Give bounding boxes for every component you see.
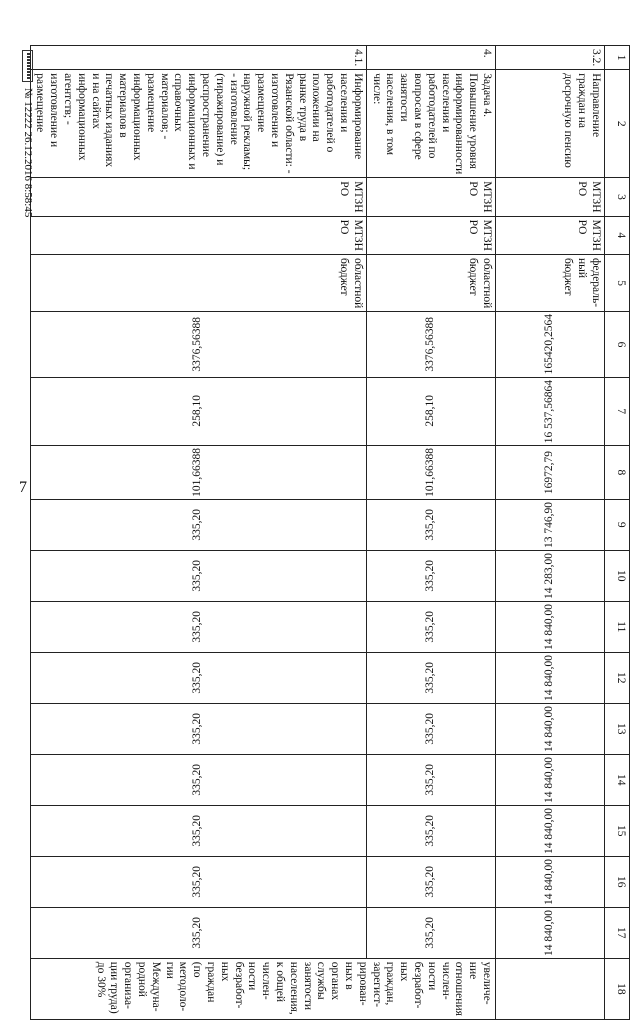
funding-source: федераль-ный бюджет	[496, 254, 605, 311]
indicator-cell	[496, 958, 605, 1019]
recipient-cell: МТЗН РО	[30, 216, 366, 254]
col-number: 3	[605, 178, 630, 216]
value-cell	[366, 499, 495, 550]
value-cell	[30, 312, 366, 377]
value-cell	[30, 377, 366, 445]
col-number: 15	[605, 805, 630, 856]
col-number: 5	[605, 254, 630, 311]
col-number: 9	[605, 499, 630, 550]
value-cell	[366, 550, 495, 601]
value-year: 14 840,00	[543, 603, 556, 650]
value-total: 3376,56388	[424, 317, 437, 372]
value-cell	[366, 312, 495, 377]
value-year: 335,20	[424, 508, 437, 541]
indicator-cell: увеличе-ние отношения числен-ности безработ-ных граждан, зарегист-рирован-ных в органах службы занятости населения, к общей числен-ности безработ-ных граждан (по методоло-гии Междуна-родной организа-ции труда) до 30%	[30, 958, 495, 1019]
value-cell	[30, 754, 366, 805]
recipient-cell: МТЗН РО	[496, 216, 605, 254]
value-cell	[366, 601, 495, 652]
value-cell	[366, 703, 495, 754]
value-cell	[366, 805, 495, 856]
row-number: 4.	[366, 46, 495, 70]
value-year: 14 840,00	[543, 807, 556, 854]
program-table	[30, 45, 630, 1020]
value-cell	[366, 445, 495, 499]
value-cell	[496, 312, 605, 377]
value-total: 165420,2564	[543, 314, 556, 375]
value-year: 14 840,00	[543, 756, 556, 803]
table-row	[30, 46, 366, 1020]
value-cell	[496, 445, 605, 499]
stamp-text: № 12222 26.12.2016 8:58:45	[22, 88, 34, 218]
col-number: 6	[605, 312, 630, 377]
value-year: 335,20	[191, 763, 204, 796]
value-year: 13 746,90	[543, 501, 556, 548]
value-year: 335,20	[424, 559, 437, 592]
col-number: 18	[605, 958, 630, 1019]
value-cell	[30, 652, 366, 703]
value-year: 335,20	[424, 763, 437, 796]
value-cell	[496, 703, 605, 754]
value-cell	[496, 499, 605, 550]
value-cell	[30, 445, 366, 499]
executor-cell: МТЗН РО	[496, 178, 605, 216]
value-cell	[366, 652, 495, 703]
col-number: 12	[605, 652, 630, 703]
recipient-cell: МТЗН РО	[366, 216, 495, 254]
value-cell	[496, 805, 605, 856]
col-number: 7	[605, 377, 630, 445]
col-number: 8	[605, 445, 630, 499]
funding-source: областной бюджет	[30, 254, 366, 311]
column-number-row	[605, 46, 630, 1020]
value-cell	[496, 601, 605, 652]
value-year: 258,10	[424, 395, 437, 428]
col-number: 17	[605, 907, 630, 958]
row-number: 3.2.	[496, 46, 605, 70]
col-number: 11	[605, 601, 630, 652]
col-number: 1	[605, 46, 630, 70]
value-cell	[366, 856, 495, 907]
value-year: 14 840,00	[543, 705, 556, 752]
value-year: 14 283,00	[543, 552, 556, 599]
value-cell	[30, 601, 366, 652]
row-name: Задача 4. Повышение уровня информированности населения и работодателей по вопросам в сфере занятости населения, в том числе:	[366, 70, 495, 178]
value-year: 335,20	[191, 916, 204, 949]
value-year: 335,20	[424, 916, 437, 949]
value-cell	[30, 856, 366, 907]
value-year: 335,20	[424, 661, 437, 694]
value-year: 335,20	[424, 610, 437, 643]
value-cell	[30, 805, 366, 856]
value-cell	[366, 907, 495, 958]
value-year: 16 537,56864	[543, 379, 556, 443]
value-cell	[496, 754, 605, 805]
value-cell	[30, 499, 366, 550]
col-number: 10	[605, 550, 630, 601]
col-number: 4	[605, 216, 630, 254]
table-row	[496, 46, 605, 1020]
col-number: 14	[605, 754, 630, 805]
value-cell	[496, 550, 605, 601]
value-year: 14 840,00	[543, 858, 556, 905]
value-year: 335,20	[191, 610, 204, 643]
page-number: 7	[19, 479, 27, 496]
value-cell	[30, 703, 366, 754]
row-name: Направление граждан на досрочную пенсию	[496, 70, 605, 178]
value-year: 101,66388	[424, 447, 437, 497]
value-cell	[366, 377, 495, 445]
value-year: 335,20	[191, 814, 204, 847]
table-row	[366, 46, 495, 1020]
value-year: 16972,79	[543, 450, 556, 494]
col-number: 13	[605, 703, 630, 754]
value-cell	[496, 652, 605, 703]
value-year: 14 840,00	[543, 654, 556, 701]
value-year: 335,20	[424, 814, 437, 847]
value-cell	[30, 550, 366, 601]
value-year: 101,66388	[191, 447, 204, 497]
value-year: 258,10	[191, 395, 204, 428]
value-cell	[496, 856, 605, 907]
value-cell	[366, 754, 495, 805]
value-year: 335,20	[424, 712, 437, 745]
value-year: 335,20	[424, 865, 437, 898]
barcode-icon	[23, 50, 34, 82]
executor-cell: МТЗН РО	[30, 178, 366, 216]
value-year: 335,20	[191, 865, 204, 898]
funding-source: областной бюджет	[366, 254, 495, 311]
executor-cell: МТЗН РО	[366, 178, 495, 216]
col-number: 16	[605, 856, 630, 907]
value-cell	[496, 377, 605, 445]
value-total: 3376,56388	[191, 317, 204, 372]
row-number: 4.1.	[30, 46, 366, 70]
value-year: 335,20	[191, 508, 204, 541]
value-year: 335,20	[191, 661, 204, 694]
document-stamp	[22, 50, 34, 217]
value-cell	[496, 907, 605, 958]
col-number: 2	[605, 70, 630, 178]
value-year: 14 840,00	[543, 909, 556, 956]
value-cell	[30, 907, 366, 958]
value-year: 335,20	[191, 712, 204, 745]
value-year: 335,20	[191, 559, 204, 592]
row-name: Информирование населения и работодателей о положении на рынке труда в Рязанской области: - изготовление и размещение наружной рекламы; - изготовление (тиражирование) и распространение информационных и справочных материалов; - размещение информационных материалов в печатных изданиях и на сайтах информационных агентств; - изготовление и размещение	[30, 70, 366, 178]
